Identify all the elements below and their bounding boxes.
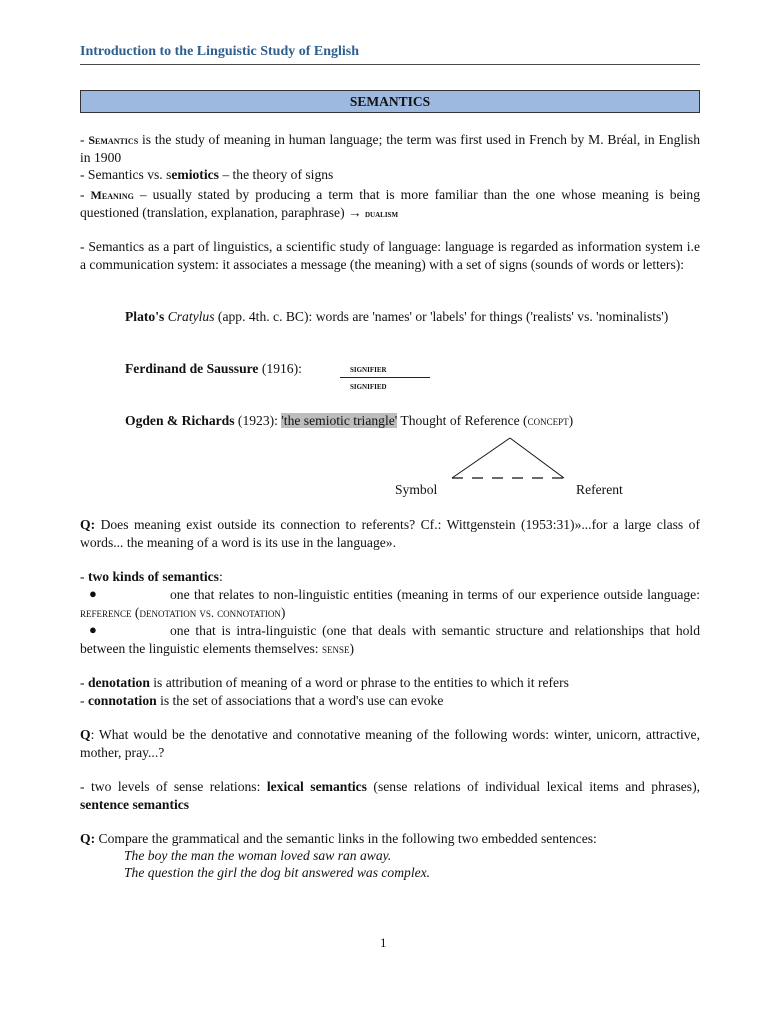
text: - bbox=[80, 132, 89, 147]
plato-entry bbox=[125, 308, 700, 326]
plato-work: Cratylus bbox=[167, 309, 215, 324]
question-label: Q: bbox=[80, 517, 96, 532]
sentence-semantics-term: sentence semantics bbox=[80, 797, 190, 812]
text: : bbox=[218, 569, 223, 584]
section-title: SEMANTICS bbox=[80, 90, 700, 113]
text: Thought of Reference ( bbox=[400, 413, 528, 428]
text: - bbox=[80, 675, 88, 690]
text: (app. 4th. c. BC): words are 'names' or 'labels' for things ('realists' vs. 'nominalists') bbox=[214, 309, 669, 324]
text: is attribution of meaning of a word or phrase to the entities to which it refers bbox=[149, 675, 569, 690]
text: (sense relations of individual lexical items and phrases), bbox=[366, 779, 700, 794]
text: Compare the grammatical and the semantic links in the following two embedded sentences: bbox=[95, 831, 597, 846]
paragraph-denotation bbox=[80, 674, 700, 692]
ogden-entry bbox=[125, 412, 700, 430]
two-kinds-heading bbox=[80, 568, 700, 586]
paragraph-linguistics: - Semantics as a part of linguistics, a scientific study of language: language is regarded as information system i.e a communication system: it associates a message (the meaning) with a set of signs (sounds of words or letters): bbox=[80, 239, 700, 272]
referent-label: Referent bbox=[576, 482, 623, 497]
signifier-label: signifier bbox=[350, 365, 387, 375]
text: ) bbox=[568, 413, 574, 428]
text: - two levels of sense relations: bbox=[80, 779, 267, 794]
reference-label: reference bbox=[80, 606, 132, 620]
term-connotation: connotation bbox=[87, 693, 157, 708]
example-sentence-2: The question the girl the dog bit answered was complex. bbox=[124, 865, 431, 880]
sense-label: sense bbox=[321, 642, 350, 656]
term-semiotics: emiotics bbox=[171, 167, 219, 182]
saussure-entry bbox=[125, 360, 700, 378]
term-semantics: Semantics bbox=[88, 133, 139, 147]
paragraph-connotation bbox=[80, 692, 700, 710]
signified-label: signified bbox=[350, 382, 387, 392]
question-2 bbox=[80, 726, 700, 762]
question-1 bbox=[80, 516, 700, 552]
concept-label: concept bbox=[527, 414, 569, 428]
bullet-dot: ● bbox=[89, 622, 97, 637]
text: one that is intra-linguistic (one that deals with semantic structure and relationships that hold between the linguistic elements themselves: bbox=[80, 623, 700, 656]
page-number: 1 bbox=[380, 935, 387, 950]
text: : What would be the denotative and connotative meaning of the following words: winter, unicorn, attractive, mother, pray...? bbox=[80, 727, 700, 760]
text: – usually stated by producing a term that is more familiar than the one whose meaning is being questioned (translation, explanation, paraphrase) → bbox=[80, 187, 700, 220]
question-label: Q: bbox=[80, 831, 96, 846]
question-3 bbox=[80, 830, 700, 848]
semiotic-triangle-highlight: 'the semiotic triangle' bbox=[281, 413, 398, 428]
text: Does meaning exist outside its connection to referents? Cf.: Wittgenstein (1953:31)»...for a large class of words... the meaning of a word is its use in the language». bbox=[80, 517, 700, 550]
paragraph-sense-levels bbox=[80, 778, 700, 814]
text: (1916): bbox=[258, 361, 302, 376]
saussure-name: Ferdinand de Saussure bbox=[125, 361, 259, 376]
text: – the theory of signs bbox=[218, 167, 334, 182]
bullet-item-2 bbox=[80, 622, 700, 658]
paragraph-semantics-definition bbox=[80, 131, 700, 167]
ogden-name: Ogden & Richards bbox=[125, 413, 235, 428]
text: - Semantics vs. s bbox=[80, 167, 172, 182]
document-header: Introduction to the Linguistic Study of English bbox=[80, 44, 360, 59]
semiotic-triangle-diagram bbox=[440, 436, 580, 486]
text: one that relates to non-linguistic entities (meaning in terms of our experience outside language: bbox=[170, 587, 700, 602]
text: - bbox=[80, 187, 91, 202]
symbol-label: Symbol bbox=[395, 482, 438, 497]
example-sentence-1: The boy the man the woman loved saw ran away. bbox=[124, 848, 392, 863]
paragraph-meaning bbox=[80, 186, 700, 224]
text: (1923): bbox=[234, 413, 278, 428]
bullet-item-1 bbox=[80, 586, 700, 622]
lexical-semantics-term: lexical semantics bbox=[266, 779, 367, 794]
fraction-line bbox=[340, 377, 430, 378]
denotation-connotation-label: denotation vs. connotation bbox=[139, 606, 281, 620]
term-denotation: denotation bbox=[87, 675, 150, 690]
two-kinds-label: two kinds of semantics bbox=[87, 569, 219, 584]
text: is the study of meaning in human language; the term was first used in French by M. Bréal, in English in 1900 bbox=[80, 132, 701, 165]
text: is the set of associations that a word's use can evoke bbox=[156, 693, 444, 708]
text: - bbox=[80, 693, 88, 708]
header-divider bbox=[80, 64, 700, 65]
paragraph-semiotics bbox=[80, 166, 700, 184]
plato-name: Plato's bbox=[125, 309, 165, 324]
term-dualism: dualism bbox=[365, 209, 399, 220]
text: - bbox=[80, 569, 88, 584]
bullet-dot: ● bbox=[89, 586, 97, 601]
text: ) bbox=[349, 641, 355, 656]
text: ) bbox=[280, 605, 286, 620]
question-label: Q bbox=[80, 727, 91, 742]
term-meaning: Meaning bbox=[90, 188, 134, 202]
text: ( bbox=[131, 605, 140, 620]
